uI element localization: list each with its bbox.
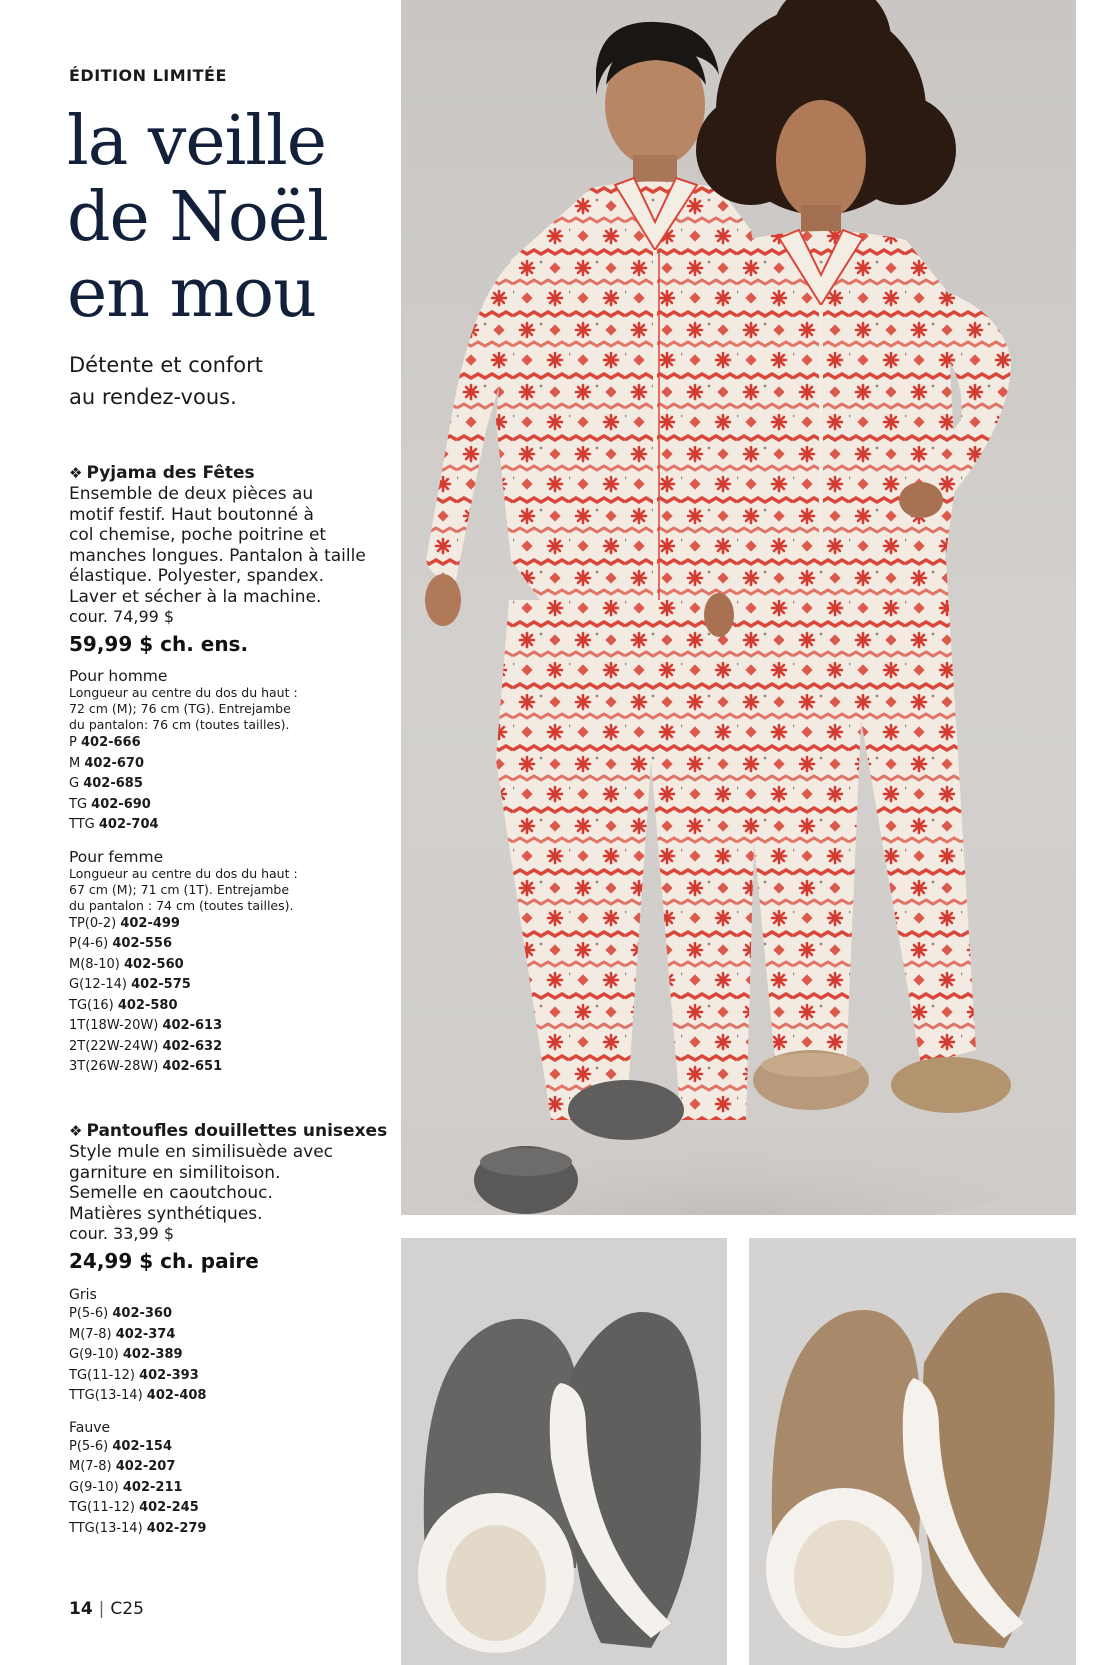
- catalog-code: C25: [110, 1599, 144, 1619]
- sku-row: 1T(18W-20W) 402-613: [69, 1018, 223, 1033]
- group-note: Longueur au centre du dos du haut : 67 cm (M); 71 cm (1T). Entrejambe du pantalon : 74 cm (toutes tailles).: [69, 865, 298, 913]
- sku-row: M(7-8) 402-207: [69, 1459, 176, 1474]
- sku-row: TG(11-12) 402-245: [69, 1500, 199, 1515]
- sku-row: TG 402-690: [69, 796, 151, 812]
- sku-row: TP(0-2) 402-499: [69, 915, 180, 931]
- regular-price: cour. 74,99 $: [69, 607, 175, 626]
- group-title: Pour femme: [69, 847, 164, 866]
- size-group-homme: [69, 667, 399, 836]
- color-group-fauve: [69, 1419, 399, 1540]
- subheadline: [69, 349, 263, 413]
- product-description: Ensemble de deux pièces au motif festif. Haut boutonné à col chemise, poche poitrine et manches longues. Pantalon à taille élastique. Polyester, spandex. Laver et sécher à la machine.: [69, 484, 366, 607]
- sku-row: TTG 402-704: [69, 817, 159, 832]
- headline-line: la veille: [67, 102, 327, 181]
- page-footer: 14 | C25: [69, 1599, 144, 1619]
- sale-price: 59,99 $ ch. ens.: [69, 632, 249, 656]
- sku-row: P(4-6) 402-556: [69, 936, 173, 951]
- size-group-femme: [69, 848, 399, 1078]
- page-headline: [67, 104, 328, 332]
- product-description: Style mule en similisuède avec garniture en similitoison. Semelle en caoutchouc. Matières synthétiques.: [69, 1142, 333, 1224]
- sku-row: 2T(22W-24W) 402-632: [69, 1038, 223, 1054]
- sku-row: TG(16) 402-580: [69, 997, 178, 1013]
- product-name: ❖ Pantoufles douillettes unisexes: [69, 1121, 388, 1141]
- subhead-line: au rendez-vous.: [69, 385, 237, 409]
- diamond-bullet-icon: ❖: [69, 1122, 83, 1140]
- sku-row: TG(11-12) 402-393: [69, 1367, 199, 1383]
- group-title: Pour homme: [69, 667, 168, 685]
- headline-line: en mou: [67, 254, 316, 333]
- sku-row: G(9-10) 402-389: [69, 1347, 183, 1362]
- sku-row: G(9-10) 402-211: [69, 1479, 183, 1495]
- page-number: 14: [69, 1599, 93, 1619]
- regular-price: cour. 33,99 $: [69, 1224, 175, 1243]
- sku-row: G 402-685: [69, 776, 143, 791]
- color-group-gris: [69, 1286, 399, 1407]
- fawn-slippers-photo: [749, 1238, 1076, 1665]
- product-slippers: [69, 1121, 399, 1539]
- group-note: Longueur au centre du dos du haut : 72 cm (M); 76 cm (TG). Entrejambe du pantalon: 76 cm (toutes tailles).: [69, 685, 298, 732]
- sku-row: M(8-10) 402-560: [69, 956, 184, 972]
- sku-row: 3T(26W-28W) 402-651: [69, 1059, 223, 1074]
- product-name: ❖ Pyjama des Fêtes: [69, 463, 255, 483]
- group-title: Gris: [69, 1287, 97, 1303]
- couple-pajama-photo: [401, 0, 1076, 1215]
- product-pyjama: [69, 463, 399, 1078]
- sale-price: 24,99 $ ch. paire: [69, 1249, 259, 1273]
- sku-row: G(12-14) 402-575: [69, 977, 191, 992]
- group-title: Fauve: [69, 1419, 111, 1436]
- diamond-bullet-icon: ❖: [69, 464, 83, 482]
- sku-row: P(5-6) 402-154: [69, 1438, 173, 1454]
- headline-line: de Noël: [67, 178, 328, 257]
- sku-row: M 402-670: [69, 755, 145, 771]
- sku-row: P 402-666: [69, 735, 141, 750]
- subhead-line: Détente et confort: [69, 353, 264, 377]
- gray-slippers-photo: [401, 1238, 727, 1665]
- sku-row: TTG(13-14) 402-279: [69, 1520, 207, 1536]
- sku-row: TTG(13-14) 402-408: [69, 1388, 207, 1403]
- sku-row: M(7-8) 402-374: [69, 1326, 176, 1342]
- sku-row: P(5-6) 402-360: [69, 1306, 173, 1321]
- eyebrow-label: ÉDITION LIMITÉE: [69, 66, 227, 85]
